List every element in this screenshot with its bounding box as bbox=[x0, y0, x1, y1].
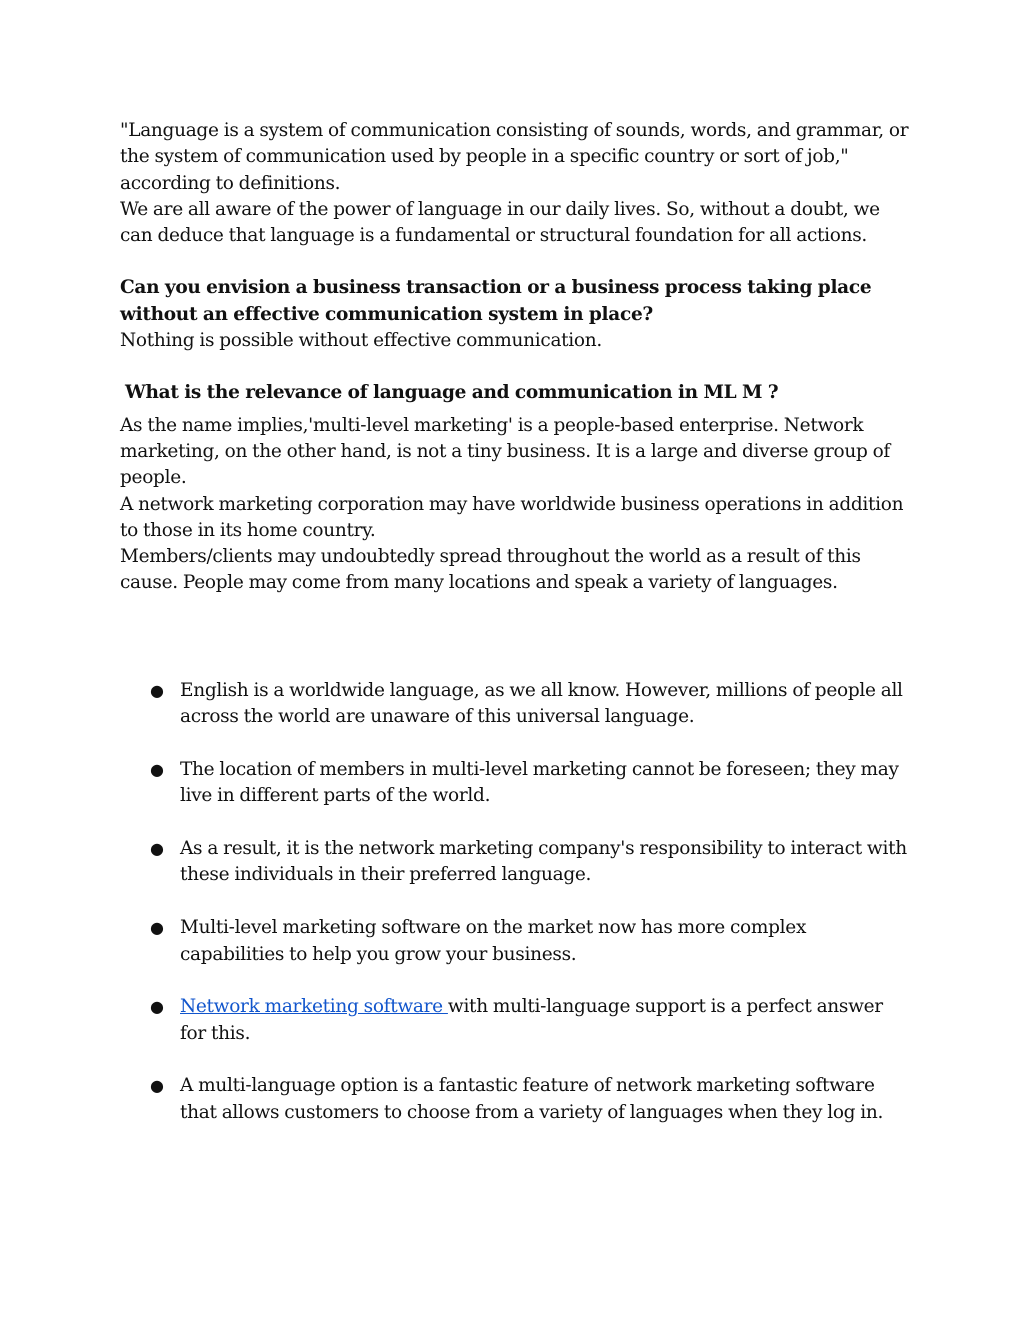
network-marketing-software-link[interactable]: Network marketing software bbox=[180, 996, 448, 1018]
list-item-text: with multi-language support is a perfect answer for this. bbox=[180, 996, 883, 1044]
list-item bbox=[120, 1073, 910, 1126]
section-heading: What is the relevance of language and communication in ML M ? bbox=[125, 382, 779, 404]
list-item bbox=[120, 915, 910, 968]
bullet-icon: ● bbox=[150, 760, 164, 780]
question-heading: Can you envision a business transaction or a business process taking place without an effective communication system in place? bbox=[120, 277, 872, 325]
spacer bbox=[120, 249, 910, 275]
section-paragraph-3: Members/clients may undoubtedly spread throughout the world as a result of this cause. People may come from many locations and speak a variety of languages. bbox=[120, 546, 861, 594]
section-paragraph-2: A network marketing corporation may have worldwide business operations in addition to those in its home country. bbox=[120, 493, 904, 541]
bullet-list bbox=[120, 678, 910, 1153]
section-paragraph-1: As the name implies,'multi-level marketing' is a people-based enterprise. Network marketing, on the other hand, is not a tiny business. It is a large and diverse group of people. bbox=[120, 414, 890, 489]
bullet-icon: ● bbox=[150, 918, 164, 938]
list-item-text: As a result, it is the network marketing company's responsibility to interact with these individuals in their preferred language. bbox=[180, 838, 907, 886]
list-item-text: English is a worldwide language, as we all know. However, millions of people all across the world are unaware of this universal language. bbox=[180, 680, 903, 728]
list-item-text: Multi-level marketing software on the market now has more complex capabilities to help you grow your business. bbox=[180, 917, 807, 965]
list-item bbox=[120, 678, 910, 731]
spacer bbox=[120, 354, 910, 380]
bullet-icon: ● bbox=[150, 1076, 164, 1096]
bullet-icon: ● bbox=[150, 681, 164, 700]
list-item bbox=[120, 757, 910, 810]
list-item-text: A multi-language option is a fantastic feature of network marketing software that allows customers to choose from a variety of languages when they log in. bbox=[180, 1075, 884, 1123]
intro-power-paragraph: We are all aware of the power of language in our daily lives. So, without a doubt, we can deduce that language is a fundamental or structural foundation for all actions. bbox=[120, 198, 880, 247]
list-item bbox=[120, 836, 910, 889]
intro-quote-paragraph: "Language is a system of communication consisting of sounds, words, and grammar, or the system of communication used by people in a specific country or sort of job," according to definitions. bbox=[120, 120, 909, 194]
bullet-icon: ● bbox=[150, 997, 164, 1017]
document-body bbox=[120, 118, 910, 597]
list-item-text: The location of members in multi-level marketing cannot be foreseen; they may live in different parts of the world. bbox=[180, 759, 899, 807]
list-item bbox=[120, 994, 910, 1047]
bullet-icon: ● bbox=[150, 839, 164, 859]
question-answer: Nothing is possible without effective communication. bbox=[120, 330, 602, 352]
